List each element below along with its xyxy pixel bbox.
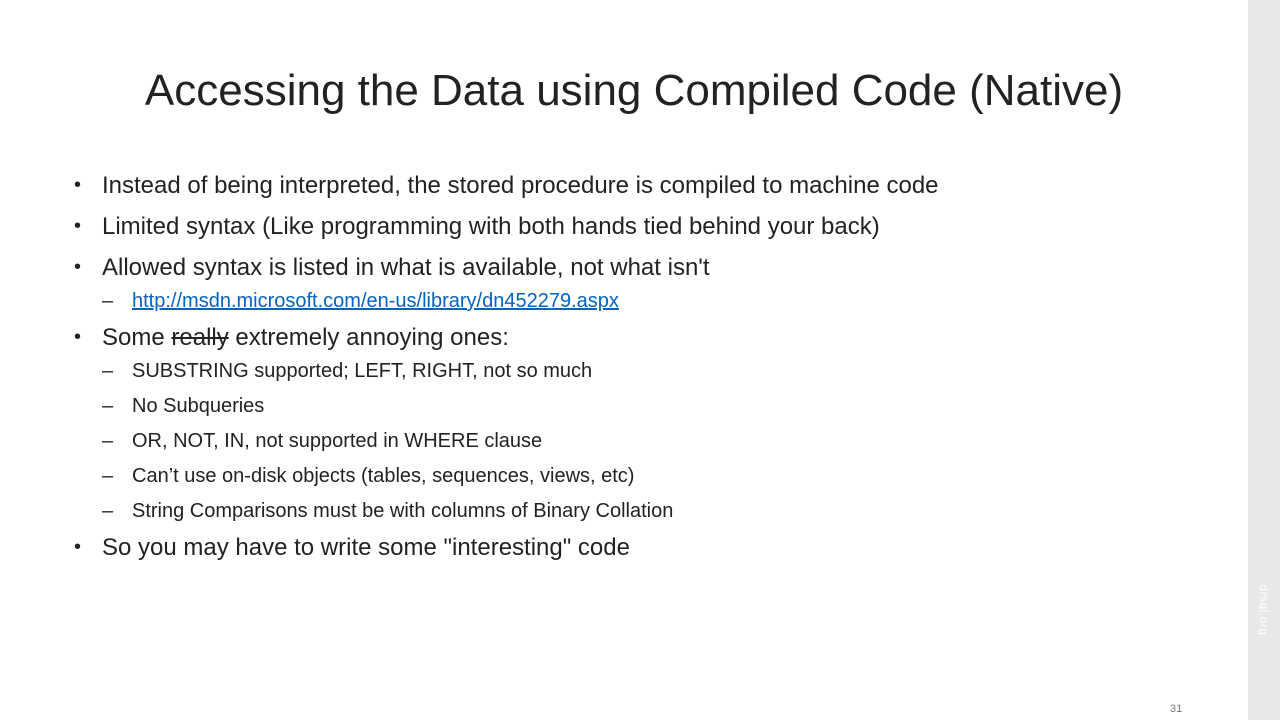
msdn-link[interactable]: http://msdn.microsoft.com/en-us/library/dn452279.aspx	[132, 290, 619, 312]
sub-bullet-or-not-in	[102, 429, 1134, 453]
annoying-prefix: Some	[102, 324, 172, 351]
sub-bullet-text: String Comparisons must be with columns of Binary Collation	[132, 500, 674, 522]
struck-word: really	[171, 324, 229, 351]
slide-title: Accessing the Data using Compiled Code (Native)	[144, 66, 1124, 115]
bullet-limited-syntax	[74, 213, 1134, 240]
bullet-text: Limited syntax (Like programming with both hands tied behind your back)	[102, 213, 880, 240]
sub-bullet-on-disk	[102, 464, 1134, 488]
dash-marker: –	[102, 430, 114, 452]
bullet-interesting-code	[74, 534, 1134, 561]
page-number: 31	[1170, 703, 1183, 715]
bullet-marker: •	[74, 174, 82, 196]
sub-bullet-text: SUBSTRING supported; LEFT, RIGHT, not so much	[132, 360, 593, 382]
dash-marker: –	[102, 465, 114, 487]
bullet-marker: •	[74, 536, 82, 558]
sub-bullet-subqueries	[102, 394, 1134, 418]
sub-bullet-link	[102, 289, 1134, 313]
bullet-list	[74, 172, 1134, 575]
dash-marker: –	[102, 360, 114, 382]
bullet-annoying	[74, 324, 1134, 351]
sub-bullet-text: Can’t use on-disk objects (tables, sequences, views, etc)	[132, 465, 635, 487]
bullet-marker: •	[74, 256, 82, 278]
bullet-marker: •	[74, 215, 82, 237]
dash-marker: –	[102, 500, 114, 522]
sub-bullet-text: No Subqueries	[132, 395, 265, 417]
annoying-suffix: extremely annoying ones:	[228, 324, 509, 351]
sub-bullet-substring	[102, 359, 1134, 383]
bullet-allowed-syntax	[74, 254, 1134, 281]
bullet-text: Instead of being interpreted, the stored procedure is compiled to machine code	[102, 172, 939, 199]
side-watermark: drsql.org	[1257, 584, 1271, 636]
dash-marker: –	[102, 395, 114, 417]
bullet-text: Allowed syntax is listed in what is available, not what isn't	[102, 254, 710, 281]
dash-marker: –	[102, 290, 114, 312]
bullet-text: So you may have to write some "interesting" code	[102, 534, 630, 561]
sub-bullet-text: OR, NOT, IN, not supported in WHERE clause	[132, 430, 543, 452]
bullet-marker: •	[74, 326, 82, 348]
sub-bullet-string-comparisons	[102, 499, 1134, 523]
bullet-compiled	[74, 172, 1134, 199]
